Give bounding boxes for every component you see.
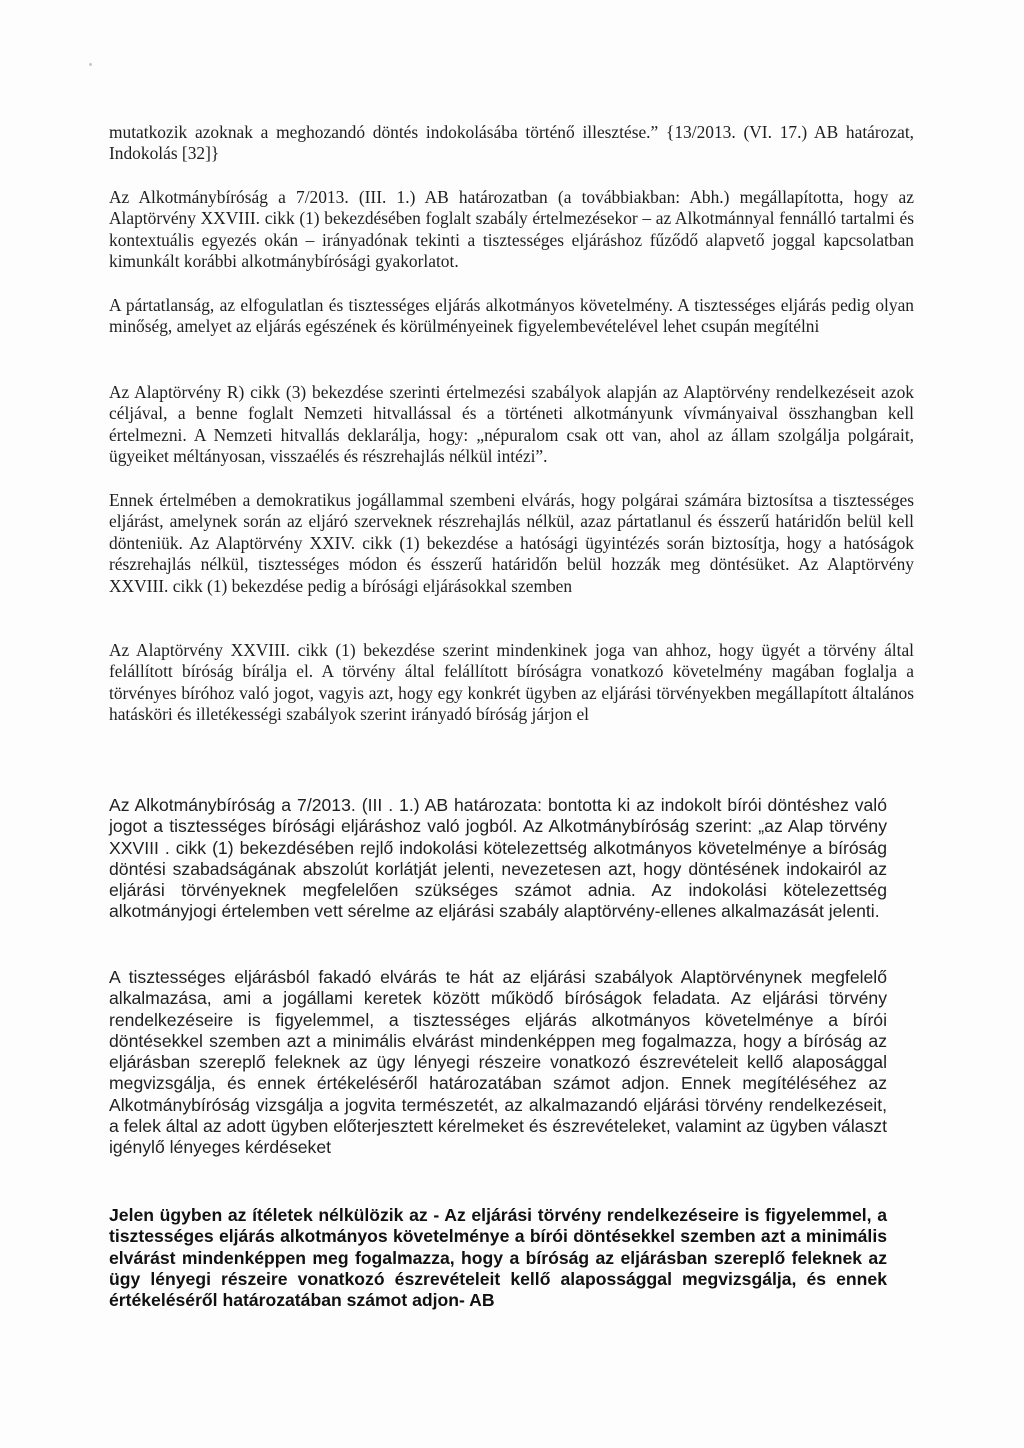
paragraph-impartiality: A pártatlanság, az elfogulatlan és tisztességes eljárás alkotmányos követelmény. A tisztességes eljárás pedig olyan minőség, amelyet az eljárás egészének és körülményeinek figyelembevételével lehet csupán megítélni [109, 295, 914, 337]
paragraph-fair-procedure-expectation: A tisztességes eljárásból fakadó elvárás te hát az eljárási szabályok Alaptörvénynek megfelelő alkalmazása, ami a jogállami keretek között működő bíróságok feladata. Az eljárási törvény rendelkezéseire is figyelemmel, a tisztességes eljárás alkotmányos követelménye a bírói döntésekkel szemben azt a minimális elvárást mindenképpen meg fogalmazza, hogy a bíróság az eljárásban szereplő feleknek az ügy lényegi részeire vonatkozó észrevételeit kellő alaposággal megvizsgálja, és ennek értékeléséről határozatában számot adjon. Ennek megítéléséhez az Alkotmánybíróság vizsgálja a jogvita természetét, az alkalmazandó eljárási törvény rendelkezéseit, a felek által az adott ügyben előterjesztett kérelmeket és észrevételeket, valamint az ügyben választ igénylő lényeges kérdéseket [109, 967, 887, 1158]
paragraph-abh-reference: Az Alkotmánybíróság a 7/2013. (III. 1.) AB határozatban (a továbbiakban: Abh.) megállapította, hogy az Alaptörvény XXVIII. cikk (1) bekezdésében foglalt szabály értelmezésekor – az Alkotmánnyal fennálló tartalmi és kontextuális egyezés okán – irányadónak tekinti a tisztességes eljáráshoz fűződő alapvető joggal kapcsolatban kimunkált korábbi alkotmánybírósági gyakorlatot. [109, 187, 914, 272]
paragraph-continuation: mutatkozik azoknak a meghozandó döntés indokolásába történő illesztése.” {13/2013. (VI. 17.) AB határozat, Indokolás [32]} [109, 122, 914, 164]
paragraph-interpretation-rules: Az Alaptörvény R) cikk (3) bekezdése szerinti értelmezési szabályok alapján az Alaptörvény rendelkezéseit azok céljával, a benne foglalt Nemzeti hitvallással és a történeti alkotmányunk vívmányaival összhangban kell értelmezni. A Nemzeti hitvallás deklarálja, hogy: „népuralom csak ott van, ahol az állam szolgálja polgárait, ügyeiket méltányosan, visszaélés és részrehajlás nélkül intézi”. [109, 382, 914, 467]
paragraph-rule-of-law: Ennek értelmében a demokratikus jogállammal szembeni elvárás, hogy polgárai számára biztosítsa a tisztességes eljárást, amelynek során az eljáró szerveknek részrehajlás nélkül, azaz pártatlanul és ésszerű határidőn belül kell dönteniük. Az Alaptörvény XXIV. cikk (1) bekezdése a hatósági ügyintézés során biztosítja, hogy a hatóságok részrehajlás nélkül, tisztességes módon és ésszerű határidőn belül hozzák meg döntésüket. Az Alaptörvény XXVIII. cikk (1) bekezdése pedig a bírósági eljárásokkal szemben [109, 490, 914, 596]
paragraph-lawful-court: Az Alaptörvény XXVIII. cikk (1) bekezdése szerint mindenkinek joga van ahhoz, hogy ügyét a törvény által felállított bíróság bírálja el. A törvény által felállított bíróságra vonatkozó követelmény magában foglalja a törvényes bíróhoz való jogot, vagyis azt, hogy egy konkrét ügyben az eljárási törvényekben megállapított általános hatásköri és illetékességi szabályok szerint irányadó bíróság járjon el [109, 640, 914, 725]
paragraph-present-case: Jelen ügyben az ítéletek nélkülözik az - Az eljárási törvény rendelkezéseire is figyelemmel, a tisztességes eljárás alkotmányos követelménye a bírói döntésekkel szemben azt a minimális elvárást mindenképpen meg fogalmazza, hogy a bíróság az eljárásban szereplő feleknek az ügy lényegi részeire vonatkozó észrevételeit kellő alapossággal megvizsgálja, és ennek értékeléséről határozatában számot adjon- AB [109, 1205, 887, 1311]
paragraph-reasoning-right: Az Alkotmánybíróság a 7/2013. (III . 1.) AB határozata: bontotta ki az indokolt bírói döntéshez való jogot a tisztességes bírósági eljáráshoz való jogból. Az Alkotmánybíróság szerint: „az Alap törvény XXVIII . cikk (1) bekezdésében rejlő indokolási kötelezettség alkotmányos követelménye a bíróság döntési szabadságának abszolút korlátját jelenti, nevezetesen azt, hogy döntésének indokairól az eljárási törvényeknek megfelelően szükséges számot adnia. Az indokolási kötelezettség alkotmányjogi értelemben vett sérelme az eljárási szabály alaptörvény-ellenes alkalmazását jelenti. [109, 795, 887, 922]
scan-speck [89, 63, 92, 66]
